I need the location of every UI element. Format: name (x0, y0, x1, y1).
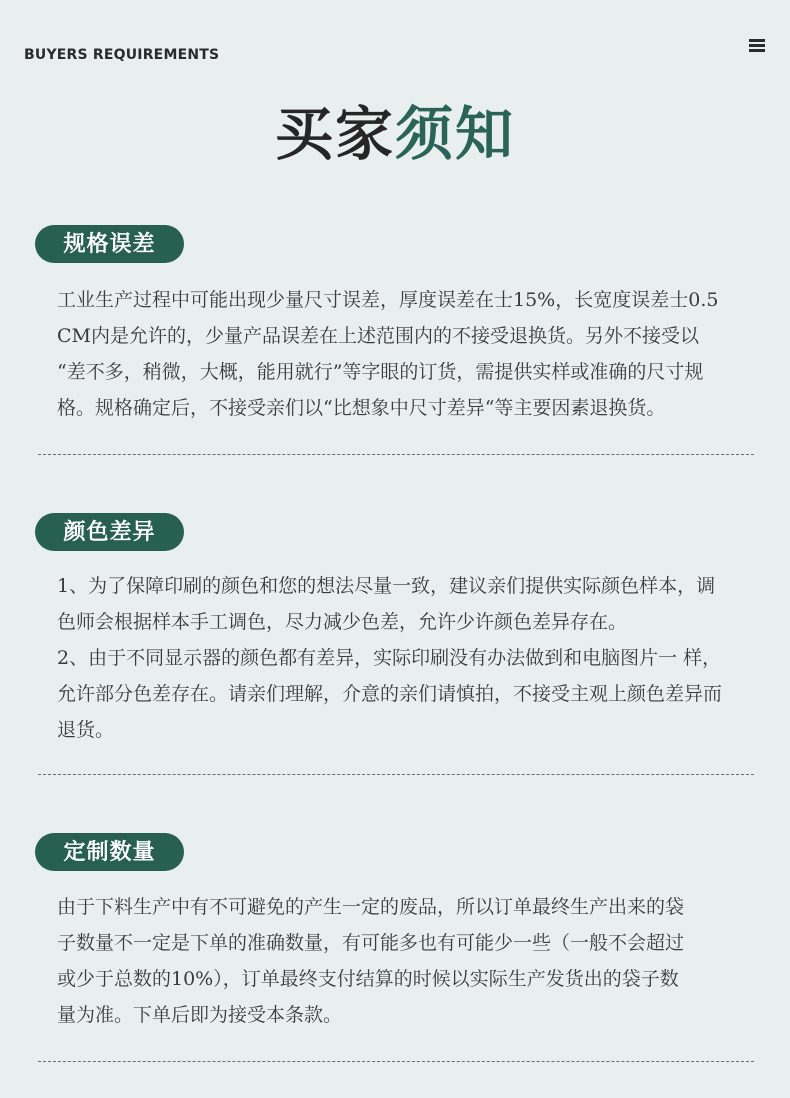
dashed-divider (38, 454, 754, 455)
body-line: 量为准。下单后即为接受本条款。 (57, 1004, 343, 1026)
page-title-accent: 须知 (395, 100, 516, 168)
section-body (57, 568, 762, 748)
hamburger-menu-icon[interactable] (749, 39, 765, 53)
section-heading: 规格误差 (35, 225, 184, 263)
body-line: 1、为了保障印刷的颜色和您的想法尽量一致，建议亲们提供实际颜色样本，调 (57, 575, 716, 597)
menu-bar (749, 49, 765, 52)
buyers-requirements-label: BUYERS REQUIREMENTS (24, 47, 220, 63)
body-line: 退货。 (57, 719, 115, 741)
section-heading: 颜色差异 (35, 513, 184, 551)
menu-bar (749, 39, 765, 42)
page-title-dark: 买家 (274, 100, 395, 168)
body-line: 格。规格确定后，不接受亲们以“比想象中尺寸差异“等主要因素退换货。 (57, 397, 666, 419)
page-title (0, 98, 790, 170)
menu-bar (749, 44, 765, 47)
body-line: 或少于总数的10%），订单最终支付结算的时候以实际生产发货出的袋子数 (57, 968, 679, 990)
body-line: 色师会根据样本手工调色，尽力减少色差，允许少许颜色差异存在。 (57, 611, 628, 633)
section-body (57, 282, 762, 426)
body-line: 子数量不一定是下单的准确数量，有可能多也有可能少一些（一般不会超过 (57, 932, 685, 954)
section-body (57, 889, 762, 1033)
dashed-divider (38, 774, 754, 775)
body-line: CM内是允许的，少量产品误差在上述范围内的不接受退换货。另外不接受以 (57, 325, 699, 347)
body-line: 2、由于不同显示器的颜色都有差异，实际印刷没有办法做到和电脑图片一 样， (57, 647, 722, 669)
section-heading: 定制数量 (35, 833, 184, 871)
dashed-divider (38, 1061, 754, 1062)
body-line: 由于下料生产中有不可避免的产生一定的废品，所以订单最终生产出来的袋 (57, 896, 685, 918)
body-line: 工业生产过程中可能出现少量尺寸误差，厚度误差在士15%，长宽度误差士0.5 (57, 289, 719, 311)
body-line: 允许部分色差存在。请亲们理解，介意的亲们请慎拍，不接受主观上颜色差异而 (57, 683, 723, 705)
body-line: “差不多，稍微，大概，能用就行”等字眼的订货，需提供实样或准确的尺寸规 (57, 361, 704, 383)
